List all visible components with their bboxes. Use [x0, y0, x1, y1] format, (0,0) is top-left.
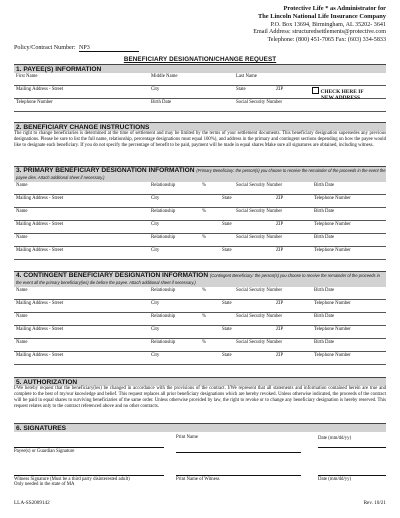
- section-5-header: [14, 377, 386, 386]
- witness-print-name-label: Print Name of Witness: [176, 477, 220, 482]
- middle-name-label: Middle Name: [151, 74, 178, 79]
- primary-beneficiary-field-label: State: [222, 222, 232, 227]
- primary-beneficiary-row[interactable]: [14, 208, 386, 221]
- primary-beneficiary-field-label: Social Security Number: [236, 235, 283, 240]
- state-label: State: [236, 87, 246, 92]
- contingent-beneficiary-field-label: Telephone Number: [314, 327, 351, 332]
- primary-beneficiary-row[interactable]: [14, 182, 386, 195]
- contingent-beneficiary-field-label: Social Security Number: [236, 314, 283, 319]
- section-3-header: [14, 166, 386, 182]
- contingent-beneficiary-row[interactable]: [14, 313, 386, 326]
- witness-print-name-field[interactable]: [176, 475, 301, 482]
- form-number: LLA-SS2009142: [14, 500, 50, 506]
- primary-beneficiary-field-label: City: [151, 222, 160, 227]
- primary-beneficiary-field-label: State: [222, 248, 232, 253]
- contingent-beneficiary-field-label: ZIP: [276, 327, 284, 332]
- primary-beneficiary-field-label: Relationship: [151, 235, 176, 240]
- primary-beneficiary-field-label: Birth Date: [314, 209, 335, 214]
- policy-number-row: [14, 45, 139, 52]
- primary-beneficiary-field-label: ZIP: [276, 248, 284, 253]
- contingent-beneficiary-field-label: Mailing Address - Street: [16, 353, 64, 358]
- first-name-label: First Name: [16, 74, 38, 79]
- payee-row-3[interactable]: [14, 99, 386, 112]
- witness-ma-note: Only needed in the state of MA: [14, 482, 75, 488]
- contingent-beneficiary-field-label: Social Security Number: [236, 340, 283, 345]
- date-field-2[interactable]: [318, 475, 386, 482]
- zip-label: ZIP: [276, 87, 284, 92]
- check-label-2: NEW ADDRESS: [321, 95, 360, 101]
- primary-beneficiary-field-label: Mailing Address - Street: [16, 248, 64, 253]
- telephone-label: Telephone Number: [16, 100, 53, 105]
- primary-beneficiary-field-label: Relationship: [151, 183, 176, 188]
- header-email: Email Address: structuredsettlements@protective.com: [253, 29, 386, 36]
- section-3-title: 3. PRIMARY BENEFICIARY DESIGNATION INFORMATION: [16, 167, 195, 174]
- contingent-beneficiary-field-label: Social Security Number: [236, 288, 283, 293]
- city-label: City: [151, 87, 160, 92]
- check-label: CHECK HERE IF: [320, 89, 364, 95]
- primary-beneficiary-field-label: City: [151, 196, 160, 201]
- policy-label: Policy/Contract Number:: [14, 45, 76, 51]
- section-4-title: 4. CONTINGENT BENEFICIARY DESIGNATION INFORMATION: [16, 272, 209, 279]
- payee-signature-label: Payee(s) or Guardian Signature: [14, 449, 75, 454]
- contingent-beneficiary-field-label: Birth Date: [314, 288, 335, 293]
- payee-signature-field[interactable]: [14, 447, 164, 454]
- primary-beneficiary-row[interactable]: [14, 195, 386, 208]
- policy-number-field[interactable]: [79, 45, 139, 52]
- primary-beneficiary-field-label: Birth Date: [314, 183, 335, 188]
- checkbox-icon[interactable]: [312, 87, 319, 94]
- company-header: [186, 5, 386, 44]
- contingent-beneficiary-field-label: Birth Date: [314, 340, 335, 345]
- print-name-field[interactable]: [176, 435, 301, 453]
- birth-date-label: Birth Date: [151, 100, 172, 105]
- form-title: BENEFICIARY DESIGNATION/CHANGE REQUEST: [123, 56, 277, 63]
- section-3-subtitle: (Primary Beneficiary: the person(s) you choose to receive the remainder of the proceeds in the event the payee dies. Attach additional sheet if necessary.): [16, 168, 386, 180]
- primary-beneficiary-row[interactable]: [14, 234, 386, 247]
- contingent-beneficiary-field-label: City: [151, 353, 160, 358]
- header-line-2: The Lincoln National Life Insurance Company: [257, 13, 386, 21]
- contingent-beneficiary-field-label: Birth Date: [314, 314, 335, 319]
- payee-row-1[interactable]: [14, 73, 386, 86]
- primary-beneficiary-field-label: Name: [16, 235, 28, 240]
- primary-beneficiary-field-label: ZIP: [276, 222, 284, 227]
- contingent-beneficiary-field-label: Mailing Address - Street: [16, 327, 64, 332]
- primary-beneficiary-field-label: Name: [16, 183, 28, 188]
- contingent-beneficiary-field-label: Telephone Number: [314, 353, 351, 358]
- date-field-1[interactable]: [318, 435, 386, 448]
- contingent-beneficiary-field-label: Name: [16, 314, 28, 319]
- contingent-beneficiary-field-label: City: [151, 327, 160, 332]
- primary-beneficiary-field-label: ZIP: [276, 196, 284, 201]
- section-4-header: [14, 271, 386, 287]
- contingent-beneficiary-field-label: City: [151, 301, 160, 306]
- authorization-text: I/We hereby request that the beneficiary(ies) be changed in accordance with the provisions of the contract. I/We represent that all statements and information contained herein are true and complete to the best of my/our knowledge and belief. This request replaces all prior beneficiary designations which are hereby revoked. Unless otherwise indicated, the proceeds of the contract will be paid in equal shares to surviving beneficiaries of the same order. Unless otherwise provided by law, the right to revoke or to change any beneficiary designation is hereby reserved. This request relates only to the contract referenced above and no other contracts.: [14, 386, 386, 409]
- section-5-title: 5. AUTHORIZATION: [16, 379, 78, 386]
- primary-beneficiary-field-label: City: [151, 248, 160, 253]
- contingent-beneficiary-row[interactable]: [14, 339, 386, 352]
- primary-beneficiary-row[interactable]: [14, 247, 386, 260]
- primary-beneficiary-field-label: Birth Date: [314, 235, 335, 240]
- contingent-beneficiary-field-label: Mailing Address - Street: [16, 301, 64, 306]
- contingent-beneficiary-row[interactable]: [14, 326, 386, 339]
- date-label-1: Date (mm/dd/yy): [318, 436, 352, 441]
- contingent-beneficiary-field-label: %: [202, 340, 206, 345]
- revision-date: Rev. 10/21: [363, 500, 386, 506]
- primary-beneficiary-field-label: Relationship: [151, 209, 176, 214]
- primary-beneficiary-field-label: Mailing Address - Street: [16, 196, 64, 201]
- print-name-label: Print Name: [176, 435, 198, 440]
- contingent-beneficiary-row[interactable]: [14, 287, 386, 300]
- last-name-label: Last Name: [236, 74, 257, 79]
- primary-beneficiary-field-label: State: [222, 196, 232, 201]
- payee-row-2[interactable]: [14, 86, 386, 99]
- contingent-beneficiary-field-label: Relationship: [151, 314, 176, 319]
- date-label-2: Date (mm/dd/yy): [318, 477, 352, 482]
- section-2-title: 2. BENEFICIARY CHANGE INSTRUCTIONS: [16, 124, 150, 131]
- contingent-beneficiary-field-label: %: [202, 314, 206, 319]
- primary-beneficiary-field-label: Name: [16, 209, 28, 214]
- primary-beneficiary-field-label: Telephone Number: [314, 248, 351, 253]
- contingent-beneficiary-field-label: State: [222, 301, 232, 306]
- contingent-beneficiary-field-label: Telephone Number: [314, 301, 351, 306]
- change-instructions-text: The right to change beneficiaries is determined at the time of settlement and may be limited by the terms of your settlement documents. This beneficiary designation supersedes any previous designations. Please be sure to list the full name, relationship, percentage designations must equal 100%), and address in the primary and contingent sections depending on how the payee would like to designate each beneficiary. If you do not specify the percentage of benefit to be paid, payment will be made in equal shares Make sure all signatures are obtained, including witness.: [14, 131, 386, 148]
- section-6-title: 6. SIGNATURES: [16, 425, 67, 432]
- contingent-beneficiary-field-label: Relationship: [151, 288, 176, 293]
- section-1-title: 1. PAYEE(S) INFORMATION: [16, 66, 102, 73]
- header-line-1: Protective Life * as Administrator for: [283, 5, 386, 12]
- address-label: Mailing Address - Street: [16, 87, 64, 92]
- contingent-beneficiary-field-label: Name: [16, 288, 28, 293]
- header-phone: Telephone: (800) 451-7065 Fax: (603) 334-5833: [267, 36, 386, 43]
- primary-beneficiary-field-label: Mailing Address - Street: [16, 222, 64, 227]
- contingent-beneficiary-field-label: State: [222, 327, 232, 332]
- contingent-beneficiary-field-label: Relationship: [151, 340, 176, 345]
- section-2-header: [14, 122, 386, 131]
- primary-beneficiary-field-label: %: [202, 235, 206, 240]
- primary-beneficiary-field-label: Social Security Number: [236, 183, 283, 188]
- witness-signature-label: Witness Signature (Must be a third party disinterested adult): [14, 477, 130, 482]
- contingent-beneficiary-row[interactable]: [14, 300, 386, 313]
- section-1-header: [14, 64, 386, 73]
- header-line-3: P.O. Box 13694, Birmingham, AL 35202- 3641: [270, 21, 386, 28]
- policy-number-value: NP3: [78, 45, 90, 51]
- contingent-beneficiary-row[interactable]: [14, 352, 386, 365]
- primary-beneficiary-field-label: Telephone Number: [314, 196, 351, 201]
- contingent-beneficiary-field-label: ZIP: [276, 353, 284, 358]
- contingent-beneficiary-field-label: Name: [16, 340, 28, 345]
- contingent-beneficiary-field-label: State: [222, 353, 232, 358]
- witness-signature-field[interactable]: [14, 475, 164, 487]
- section-6-header: [14, 423, 386, 432]
- primary-beneficiary-row[interactable]: [14, 221, 386, 234]
- contingent-beneficiary-field-label: ZIP: [276, 301, 284, 306]
- contingent-beneficiary-field-label: %: [202, 288, 206, 293]
- primary-beneficiary-field-label: %: [202, 183, 206, 188]
- primary-beneficiary-field-label: Social Security Number: [236, 209, 283, 214]
- ssn-label: Social Security Number: [236, 100, 283, 105]
- section-4-subtitle: (Contingent Beneficiary: the person(s) you choose to receive the remainder of the proceeds in the event all the primary beneficiary(ies) die before the payee. Attach additional sheet if necessary.): [16, 273, 380, 285]
- primary-beneficiary-field-label: Telephone Number: [314, 222, 351, 227]
- primary-beneficiary-field-label: %: [202, 209, 206, 214]
